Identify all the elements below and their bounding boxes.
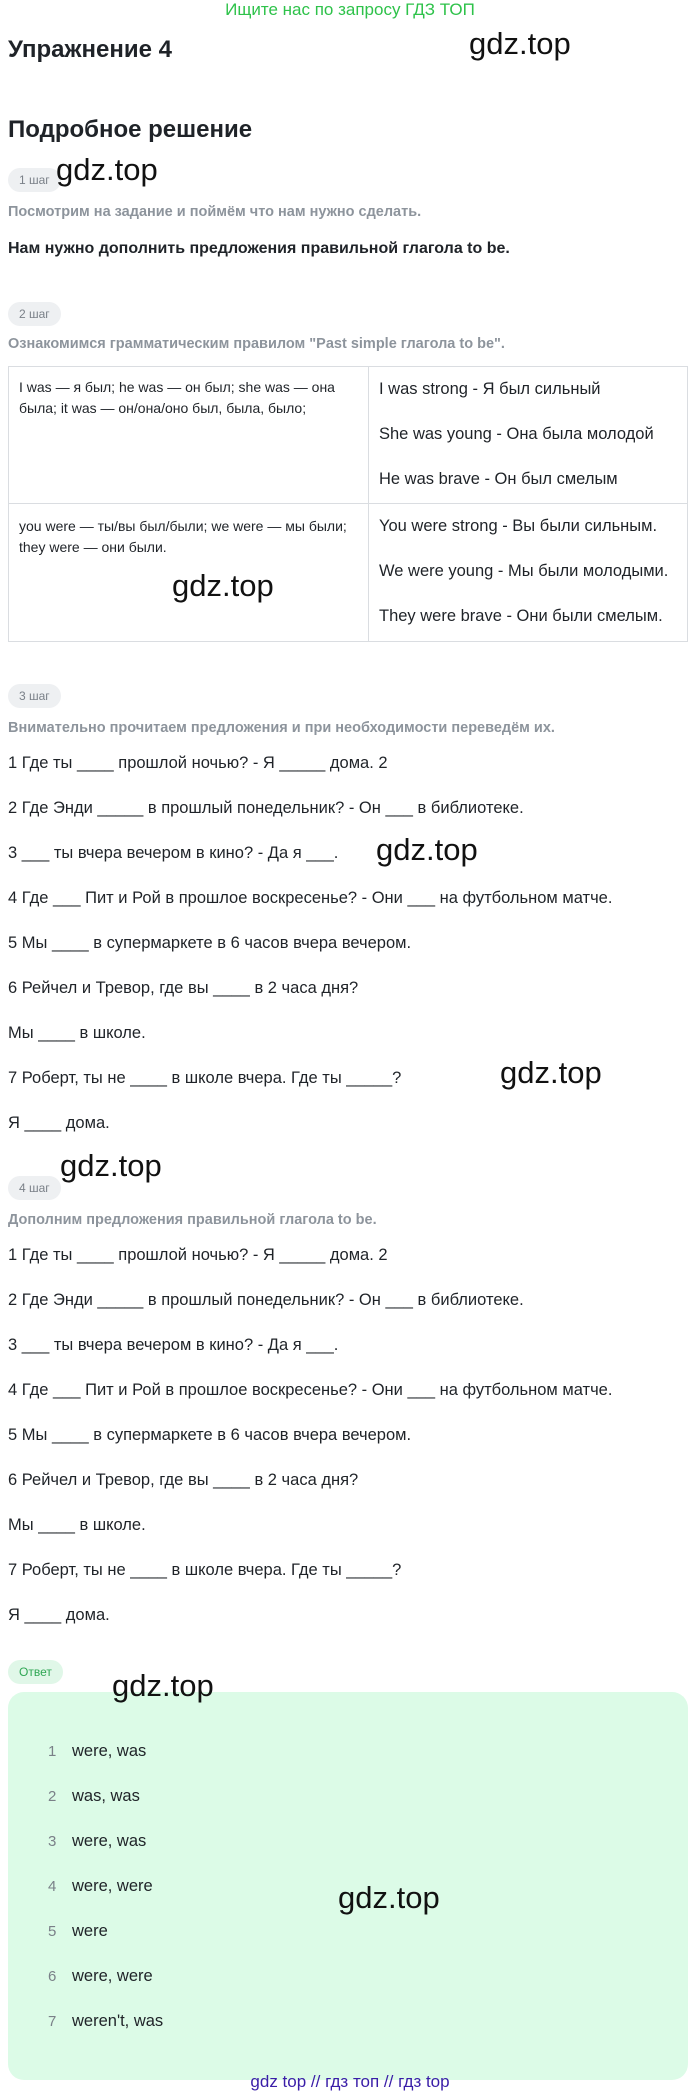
answer-number: 4	[48, 1878, 57, 1895]
watermark: gdz.top	[60, 1148, 162, 1183]
answer-text: were, was	[72, 1832, 147, 1850]
sentence-line: Я ____ дома.	[8, 1606, 110, 1624]
step-3-description: Внимательно прочитаем предложения и при необходимости переведём их.	[8, 720, 555, 736]
sentence-line: 1 Где ты ____ прошлой ночью? - Я _____ дома. 2	[8, 1246, 388, 1264]
sentence-line: 2 Где Энди _____ в прошлый понедельник? - Он ___ в библиотеке.	[8, 799, 524, 817]
step-3-badge: 3 шаг	[8, 684, 61, 708]
answer-badge: Ответ	[8, 1660, 63, 1684]
table-row	[9, 367, 688, 504]
example-line: We were young - Мы были молодыми.	[379, 562, 669, 580]
sentence-line: 2 Где Энди _____ в прошлый понедельник? - Он ___ в библиотеке.	[8, 1291, 524, 1309]
answer-text: were, was	[72, 1742, 147, 1760]
watermark: gdz.top	[112, 1668, 214, 1703]
sentence-line: 4 Где ___ Пит и Рой в прошлое воскресенье? - Они ___ на футбольном матче.	[8, 889, 613, 907]
step-2-description: Ознакомимся грамматическим правилом "Past simple глагола to be".	[8, 336, 505, 352]
section-title: Подробное решение	[8, 116, 253, 143]
step-4-description: Дополним предложения правильной глагола to be.	[8, 1212, 377, 1228]
sentence-line: 3 ___ ты вчера вечером в кино? - Да я ___.	[8, 844, 339, 862]
answer-item	[48, 2012, 163, 2031]
grammar-rule-table	[8, 366, 688, 642]
footer-links[interactable]: gdz top // гдз топ // гдз top	[250, 2072, 450, 2091]
sentence-line: Я ____ дома.	[8, 1114, 110, 1132]
watermark: gdz.top	[338, 1880, 440, 1915]
table-cell: I was — я был; he was — он был; she was — она была; it was — он/она/оно был, была, было;	[9, 367, 369, 504]
watermark: gdz.top	[376, 832, 478, 867]
example-line: He was brave - Он был смелым	[379, 470, 618, 488]
step-4-badge: 4 шаг	[8, 1176, 61, 1200]
step-1-description: Посмотрим на задание и поймём что нам нужно сделать.	[8, 204, 422, 220]
sentence-line: 7 Роберт, ты не ____ в школе вчера. Где ты _____?	[8, 1561, 402, 1579]
sentence-line: 6 Рейчел и Тревор, где вы ____ в 2 часа дня?	[8, 979, 359, 997]
watermark: gdz.top	[500, 1055, 602, 1090]
answer-text: were, were	[72, 1877, 153, 1895]
sentence-line: 5 Мы ____ в супермаркете в 6 часов вчера вечером.	[8, 1426, 412, 1444]
step-1-badge: 1 шаг	[8, 168, 61, 192]
sentence-line: 1 Где ты ____ прошлой ночью? - Я _____ дома. 2	[8, 754, 388, 772]
answer-item	[48, 1787, 140, 1806]
sentence-line: 4 Где ___ Пит и Рой в прошлое воскресенье? - Они ___ на футбольном матче.	[8, 1381, 613, 1399]
example-line: She was young - Она была молодой	[379, 425, 654, 443]
step-1-text: Нам нужно дополнить предложения правильной глагола to be.	[8, 240, 510, 257]
answer-text: were, were	[72, 1967, 153, 1985]
example-line: They were brave - Они были смелым.	[379, 607, 663, 625]
answer-item	[48, 1832, 146, 1851]
sentence-line: 5 Мы ____ в супермаркете в 6 часов вчера вечером.	[8, 934, 412, 952]
sentence-line: 3 ___ ты вчера вечером в кино? - Да я ___.	[8, 1336, 339, 1354]
table-row	[9, 504, 688, 642]
example-line: I was strong - Я был сильный	[379, 380, 601, 398]
step-2-badge: 2 шаг	[8, 302, 61, 326]
table-cell: you were — ты/вы был/были; we were — мы были; they were — они были.	[9, 504, 369, 642]
watermark: gdz.top	[172, 568, 274, 603]
sentence-line: Мы ____ в школе.	[8, 1024, 146, 1042]
answer-number: 6	[48, 1968, 57, 1985]
table-cell	[369, 367, 688, 504]
answer-item	[48, 1877, 153, 1896]
answer-number: 2	[48, 1788, 57, 1805]
answer-item	[48, 1967, 153, 1986]
answer-number: 5	[48, 1923, 57, 1940]
table-cell	[369, 504, 688, 642]
watermark: gdz.top	[56, 152, 158, 187]
sentence-line: 7 Роберт, ты не ____ в школе вчера. Где ты _____?	[8, 1069, 402, 1087]
answer-number: 3	[48, 1833, 57, 1850]
answer-item	[48, 1742, 146, 1761]
answer-text: weren't, was	[72, 2012, 164, 2030]
watermark: gdz.top	[469, 26, 571, 61]
answer-number: 7	[48, 2013, 57, 2030]
answer-item	[48, 1922, 108, 1941]
answer-number: 1	[48, 1743, 57, 1760]
sentence-line: 6 Рейчел и Тревор, где вы ____ в 2 часа дня?	[8, 1471, 359, 1489]
page-title: Упражнение 4	[8, 36, 172, 63]
search-banner[interactable]: Ищите нас по запросу ГДЗ ТОП	[225, 0, 475, 19]
example-line: You were strong - Вы были сильным.	[379, 517, 658, 535]
answer-text: was, was	[72, 1787, 140, 1805]
answer-text: were	[72, 1922, 108, 1940]
sentence-line: Мы ____ в школе.	[8, 1516, 146, 1534]
